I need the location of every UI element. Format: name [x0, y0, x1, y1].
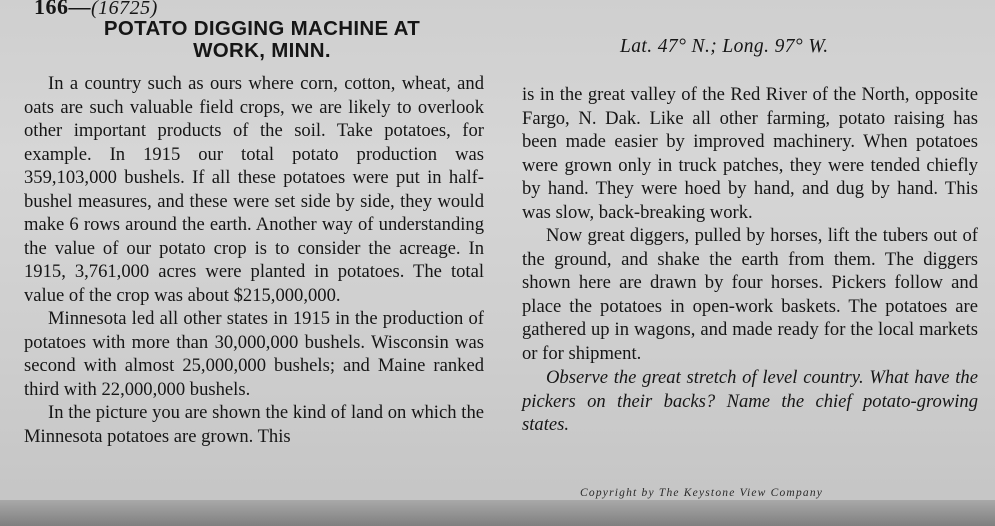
card-title [62, 18, 462, 62]
left-column [24, 72, 484, 448]
right-paragraph-2: Now great diggers, pulled by horses, lift the tubers out of the ground, and shake the earth from them. The diggers shown here are drawn by four horses. Pickers follow and place the potatoes in open-work baskets. The potatoes are gathered up in wagons, and made ready for the local markets or for shipment. [522, 225, 978, 364]
right-column [522, 83, 978, 437]
catalog-number-main: 166— [34, 0, 91, 19]
left-paragraph-1: In a country such as ours where corn, cotton, wheat, and oats are such valuable field crops, we are likely to overlook other important products of the soil. Take potatoes, for example. In 1915 our total potato production was 359,103,000 bushels. If all these potatoes were put in half-bushel measures, and these were set side by side, they would make 6 rows around the earth. Another way of understanding the value of our potato crop is to consider the acreage. In 1915, 3,761,000 acres were planted in potatoes. The total value of the crop was about $215,000,000. [24, 73, 484, 306]
left-paragraph-2: Minnesota led all other states in 1915 in the production of potatoes with more than 30,000,000 bushels. Wisconsin was second with almost 25,000,000 bushels; and Maine ranked third with 22,000,000 bushels. [24, 308, 484, 400]
card-bottom-edge [0, 500, 995, 526]
card-title-line2: WORK, MINN. [193, 39, 331, 62]
coordinates: Lat. 47° N.; Long. 97° W. [620, 36, 829, 57]
copyright-notice: Copyright by The Keystone View Company [580, 487, 824, 499]
catalog-number-paren: (16725) [91, 0, 158, 19]
study-questions: Observe the great stretch of level country. What have the pickers on their backs? Name the chief potato-growing states. [522, 367, 978, 435]
left-paragraph-3: In the picture you are shown the kind of land on which the Minnesota potatoes are grown. This [24, 402, 484, 447]
card-title-line1: POTATO DIGGING MACHINE AT [103, 17, 421, 40]
right-paragraph-1: is in the great valley of the Red River of the North, opposite Fargo, N. Dak. Like all other farming, potato raising has been made easier by improved machinery. When potatoes were grown only in truck patches, they were tended chiefly by hand. They were hoed by hand, and dug by hand. This was slow, back-breaking work. [522, 84, 978, 223]
